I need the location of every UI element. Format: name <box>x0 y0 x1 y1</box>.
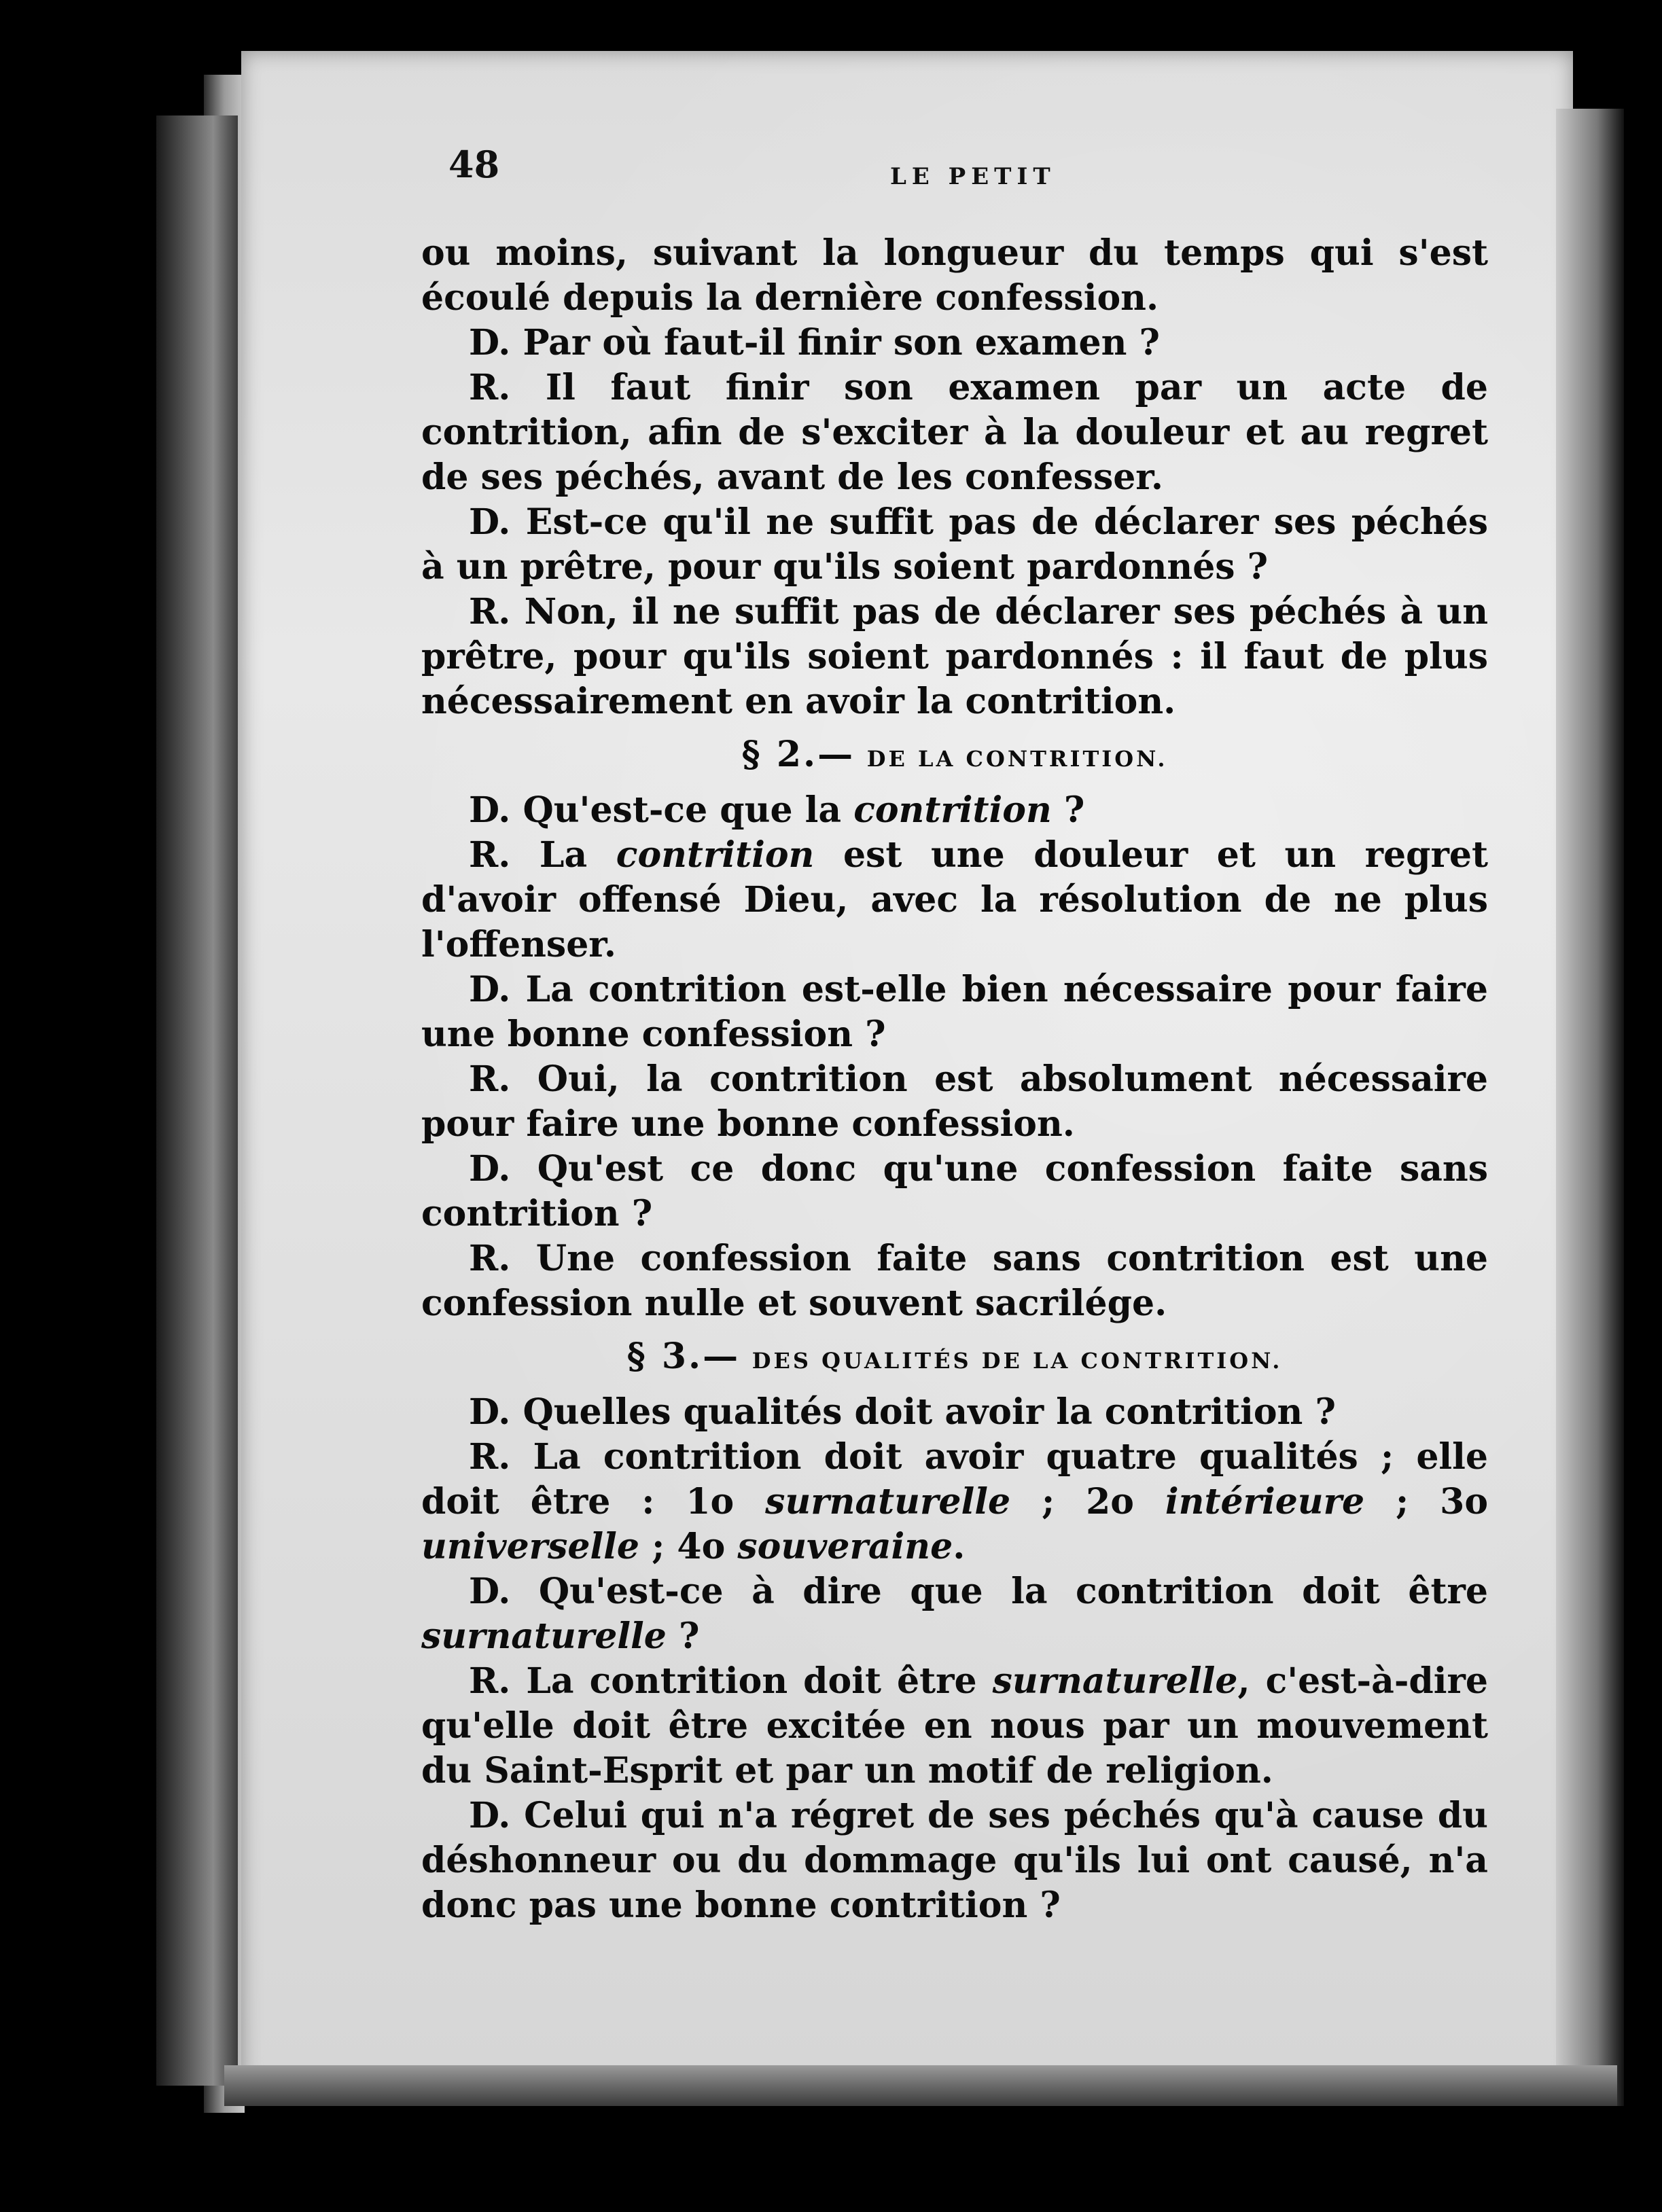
text-run: ; 2o <box>1010 1481 1165 1522</box>
page-body <box>421 231 1488 1928</box>
page-bottom-edge <box>224 2065 1617 2106</box>
page-header <box>448 143 1508 197</box>
question: D. La contrition est-elle bien nécessaire pour faire une bonne confession ? <box>421 969 1488 1055</box>
italic-term: contrition <box>853 789 1052 831</box>
italic-term: contrition <box>616 834 815 876</box>
section-number: § 2.— <box>741 734 855 775</box>
section-heading <box>421 731 1488 783</box>
page-number: 48 <box>448 143 500 186</box>
answer <box>421 1659 1488 1794</box>
running-head: LE PETIT <box>890 163 1056 190</box>
book-binding <box>156 115 238 2086</box>
answer <box>421 833 1488 967</box>
section-number: § 3.— <box>626 1336 741 1377</box>
italic-term: souveraine <box>737 1526 953 1567</box>
text-run: R. La contrition doit avoir quatre qualités ; elle doit être : 1o <box>421 1436 1488 1522</box>
paragraph: ou moins, suivant la longueur du temps qui s'est écoulé depuis la dernière confession. <box>421 232 1488 319</box>
page-right-edge <box>1556 109 1624 2106</box>
italic-term: intérieure <box>1165 1481 1365 1522</box>
text-run: ; 3o <box>1364 1481 1489 1522</box>
text-run: ? <box>666 1616 700 1657</box>
answer: R. Oui, la contrition est absolument nécessaire pour faire une bonne confession. <box>421 1058 1488 1145</box>
text-run: est une douleur et un regret d'avoir offensé Dieu, avec la résolution de ne plus l'offenser. <box>421 834 1488 965</box>
italic-term: surnaturelle <box>765 1481 1011 1522</box>
italic-term: surnaturelle <box>992 1660 1238 1702</box>
question <box>421 1569 1488 1659</box>
answer: R. Une confession faite sans contrition est une confession nulle et souvent sacrilége. <box>421 1238 1488 1324</box>
answer <box>421 1435 1488 1569</box>
italic-term: universelle <box>421 1526 640 1567</box>
text-run: R. La <box>469 834 616 876</box>
text-run: R. La contrition doit être <box>469 1660 993 1702</box>
section-title: DES QUALITÉS DE LA CONTRITION. <box>752 1348 1283 1374</box>
text-run: D. Qu'est-ce que la <box>469 789 854 831</box>
question: D. Quelles qualités doit avoir la contrition ? <box>469 1391 1336 1433</box>
section-title: DE LA CONTRITION. <box>866 746 1168 772</box>
question: D. Par où faut-il finir son examen ? <box>469 322 1161 363</box>
answer: R. Il faut finir son examen par un acte de contrition, afin de s'exciter à la douleur et au regret de ses péchés, avant de les confesser. <box>421 367 1488 498</box>
question: D. Est-ce qu'il ne suffit pas de déclarer ses péchés à un prêtre, pour qu'ils soient pardonnés ? <box>421 501 1488 588</box>
text-run: . <box>953 1526 966 1567</box>
section-heading <box>421 1333 1488 1385</box>
text-run: ; 4o <box>639 1526 738 1567</box>
text-run: D. Qu'est-ce à dire que la contrition doit être <box>469 1571 1488 1612</box>
text-run: ? <box>1051 789 1085 831</box>
question: D. Qu'est ce donc qu'une confession faite sans contrition ? <box>421 1148 1488 1234</box>
question <box>421 788 1488 833</box>
answer: R. Non, il ne suffit pas de déclarer ses péchés à un prêtre, pour qu'ils soient pardonnés : il faut de plus nécessairement en avoir la contrition. <box>421 591 1488 722</box>
question: D. Celui qui n'a régret de ses péchés qu'à cause du déshonneur ou du dommage qu'ils lui ont causé, n'a donc pas une bonne contrition ? <box>421 1795 1488 1926</box>
text-run: , c'est-à-dire qu'elle doit être excitée en nous par un mouvement du Saint-Esprit et par un motif de religion. <box>421 1660 1489 1791</box>
italic-term: surnaturelle <box>421 1616 667 1657</box>
